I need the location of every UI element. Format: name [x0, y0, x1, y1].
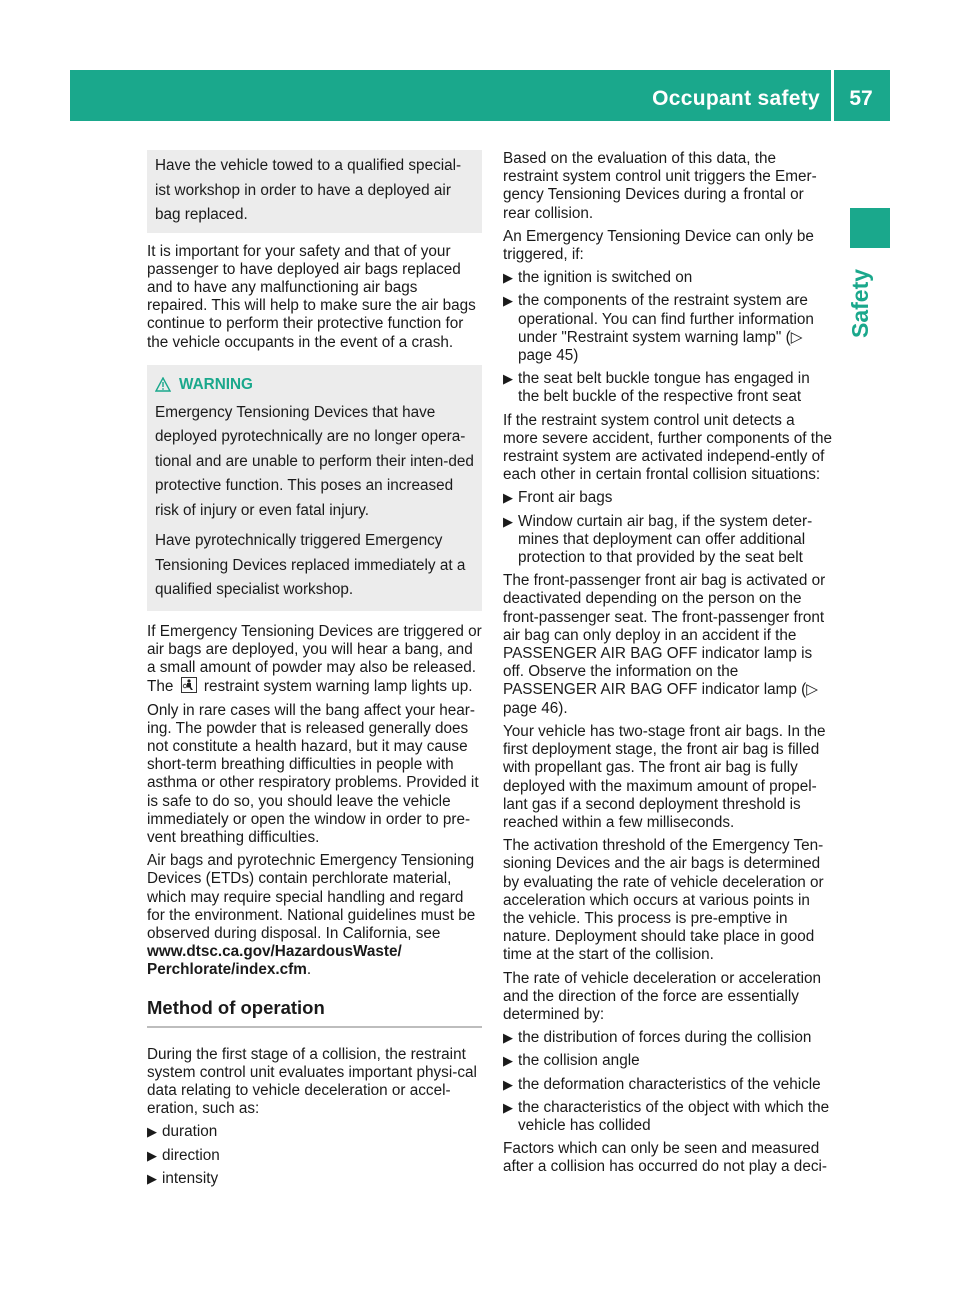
warning-text: Emergency Tensioning Devices that have deployed pyrotechnically are no longer opera-tional and are unable to perform their inten-ded protective function. This poses an increased risk of injury or even fatal injury.: [155, 403, 474, 519]
bullet-icon: ▶: [147, 1147, 157, 1163]
paragraph: An Emergency Tensioning Device can only be triggered, if:: [503, 227, 814, 264]
paragraph: If the restraint system control unit detects a more severe accident, further components of the restraint system are activated independ-ently of each other in certain frontal collision situations:: [503, 411, 833, 484]
list-item: ▶ Window curtain air bag, if the system deter-mines that deployment can offer additional protection to that provided by the seat belt: [503, 512, 813, 567]
paragraph: If Emergency Tensioning Devices are triggered or air bags are deployed, you will hear a bang, and a small amount of powder may also be released. The restraint system warning lamp lights up.: [147, 622, 482, 696]
list-item: ▶ the characteristics of the object with which the vehicle has collided: [503, 1098, 830, 1134]
note-text: Have the vehicle towed to a qualified special-ist workshop in order to have a deployed air bag replaced.: [155, 157, 462, 223]
list-item: ▶ direction: [147, 1146, 220, 1164]
bullet-icon: ▶: [503, 1099, 513, 1115]
section-body: [147, 1046, 482, 1188]
list-item: ▶ the ignition is switched on: [503, 269, 693, 287]
list-item: ▶ duration: [147, 1123, 218, 1141]
list-item: ▶ the seat belt buckle tongue has engaged in the belt buckle of the respective front seat: [503, 370, 810, 406]
bullet-icon: ▶: [503, 270, 513, 286]
link-line[interactable]: www.dtsc.ca.gov/HazardousWaste/: [147, 943, 402, 961]
list-item: ▶ Front air bags: [503, 489, 613, 507]
header-title: Occupant safety: [652, 87, 820, 110]
bullet-icon: ▶: [503, 1030, 513, 1046]
bullet-icon: ▶: [503, 513, 513, 529]
paragraph: The front-passenger front air bag is activated or deactivated depending on the person on the front-passenger seat. The front-passenger front air bag can only deploy in an accident if the PASSENGER AIR BAG OFF indicator lamp is off. Observe the information on the PASSENGER AIR BAG OFF indicator lamp (▷ page 46).: [503, 572, 826, 717]
warning-triangle-icon: [155, 377, 171, 392]
bullet-icon: ▶: [503, 1076, 513, 1092]
warning-label: WARNING: [179, 375, 253, 393]
bullet-icon: ▶: [147, 1124, 157, 1140]
right-column: [503, 150, 833, 1182]
list-item: ▶ intensity: [147, 1169, 219, 1187]
paragraph: Your vehicle has two-stage front air bags. In the first deployment stage, the front air bag is filled with propellant gas. The front air bag is fully deployed with the maximum amount of propel-lant gas if a second deployment threshold is reached within a few milliseconds.: [503, 722, 826, 831]
left-column: [147, 150, 482, 1193]
list-item: ▶ the distribution of forces during the collision: [503, 1029, 812, 1047]
side-tab-label: Safety: [847, 268, 873, 338]
page-header: [70, 70, 890, 121]
section-marker: [850, 208, 890, 248]
list-item: ▶ the components of the restraint system are operational. You can find further information under "Restraint system warning lamp" (▷ page 45): [503, 292, 814, 365]
restraint-warning-lamp-icon: [181, 677, 197, 693]
page-number: 57: [849, 87, 873, 110]
paragraph: Only in rare cases will the bang affect your hear-ing. The powder that is released generally does not constitute a health hazard, but it may cause short-term breathing difficulties in people with asthma or other respiratory problems. Provided it is safe to do so, you should leave the vehicle immediately or open the window in order to pre-vent breathing difficulties.: [147, 701, 479, 846]
list-item: ▶ the collision angle: [503, 1052, 640, 1070]
bullet-icon: ▶: [503, 490, 513, 506]
bullet-icon: ▶: [503, 293, 513, 309]
bullet-icon: ▶: [503, 371, 513, 387]
section-heading: Method of operation: [147, 996, 482, 1028]
paragraph: Factors which can only be seen and measured after a collision has occurred do not play a deci-: [503, 1140, 827, 1176]
note-box: [147, 150, 482, 233]
paragraph: Air bags and pyrotechnic Emergency Tensioning Devices (ETDs) contain perchlorate material, which may require special handling and regard for the environment. National guidelines must be observed during disposal. In California, see www.dtsc.ca.gov/HazardousWaste/ Perchlorate/index.cfm.: [147, 852, 476, 979]
paragraph: The activation threshold of the Emergency Ten-sioning Devices and the air bags is determined by evaluating the rate of vehicle deceleration or acceleration which occurs at various points in the vehicle. This process is pre-emptive in nature. Deployment should take place in good time at the start of the collision.: [503, 837, 824, 964]
paragraph: The rate of vehicle deceleration or acceleration and the direction of the force are essentially determined by:: [503, 969, 822, 1023]
list-item: ▶ the deformation characteristics of the vehicle: [503, 1075, 821, 1093]
paragraph: During the first stage of a collision, the restraint system control unit evaluates important physi-cal data relating to vehicle deceleration or accel-eration, such as:: [147, 1045, 477, 1118]
bullet-icon: ▶: [503, 1053, 513, 1069]
paragraph: It is important for your safety and that of your passenger to have deployed air bags replaced and to have any malfunctioning air bags repaired. This will help to make sure the air bags continue to perform their protective function for the vehicle occupants in the event of a crash.: [147, 242, 476, 351]
bullet-icon: ▶: [147, 1170, 157, 1186]
link-line[interactable]: Perchlorate/index.cfm: [147, 961, 307, 979]
warning-header: [155, 375, 474, 395]
paragraph: Based on the evaluation of this data, the restraint system control unit triggers the Emer-gency Tensioning Devices during a frontal or rear collision.: [503, 150, 817, 222]
warning-text: Have pyrotechnically triggered Emergency Tensioning Devices replaced immediately at a qualified specialist workshop.: [155, 532, 466, 599]
warning-box: [147, 365, 482, 611]
